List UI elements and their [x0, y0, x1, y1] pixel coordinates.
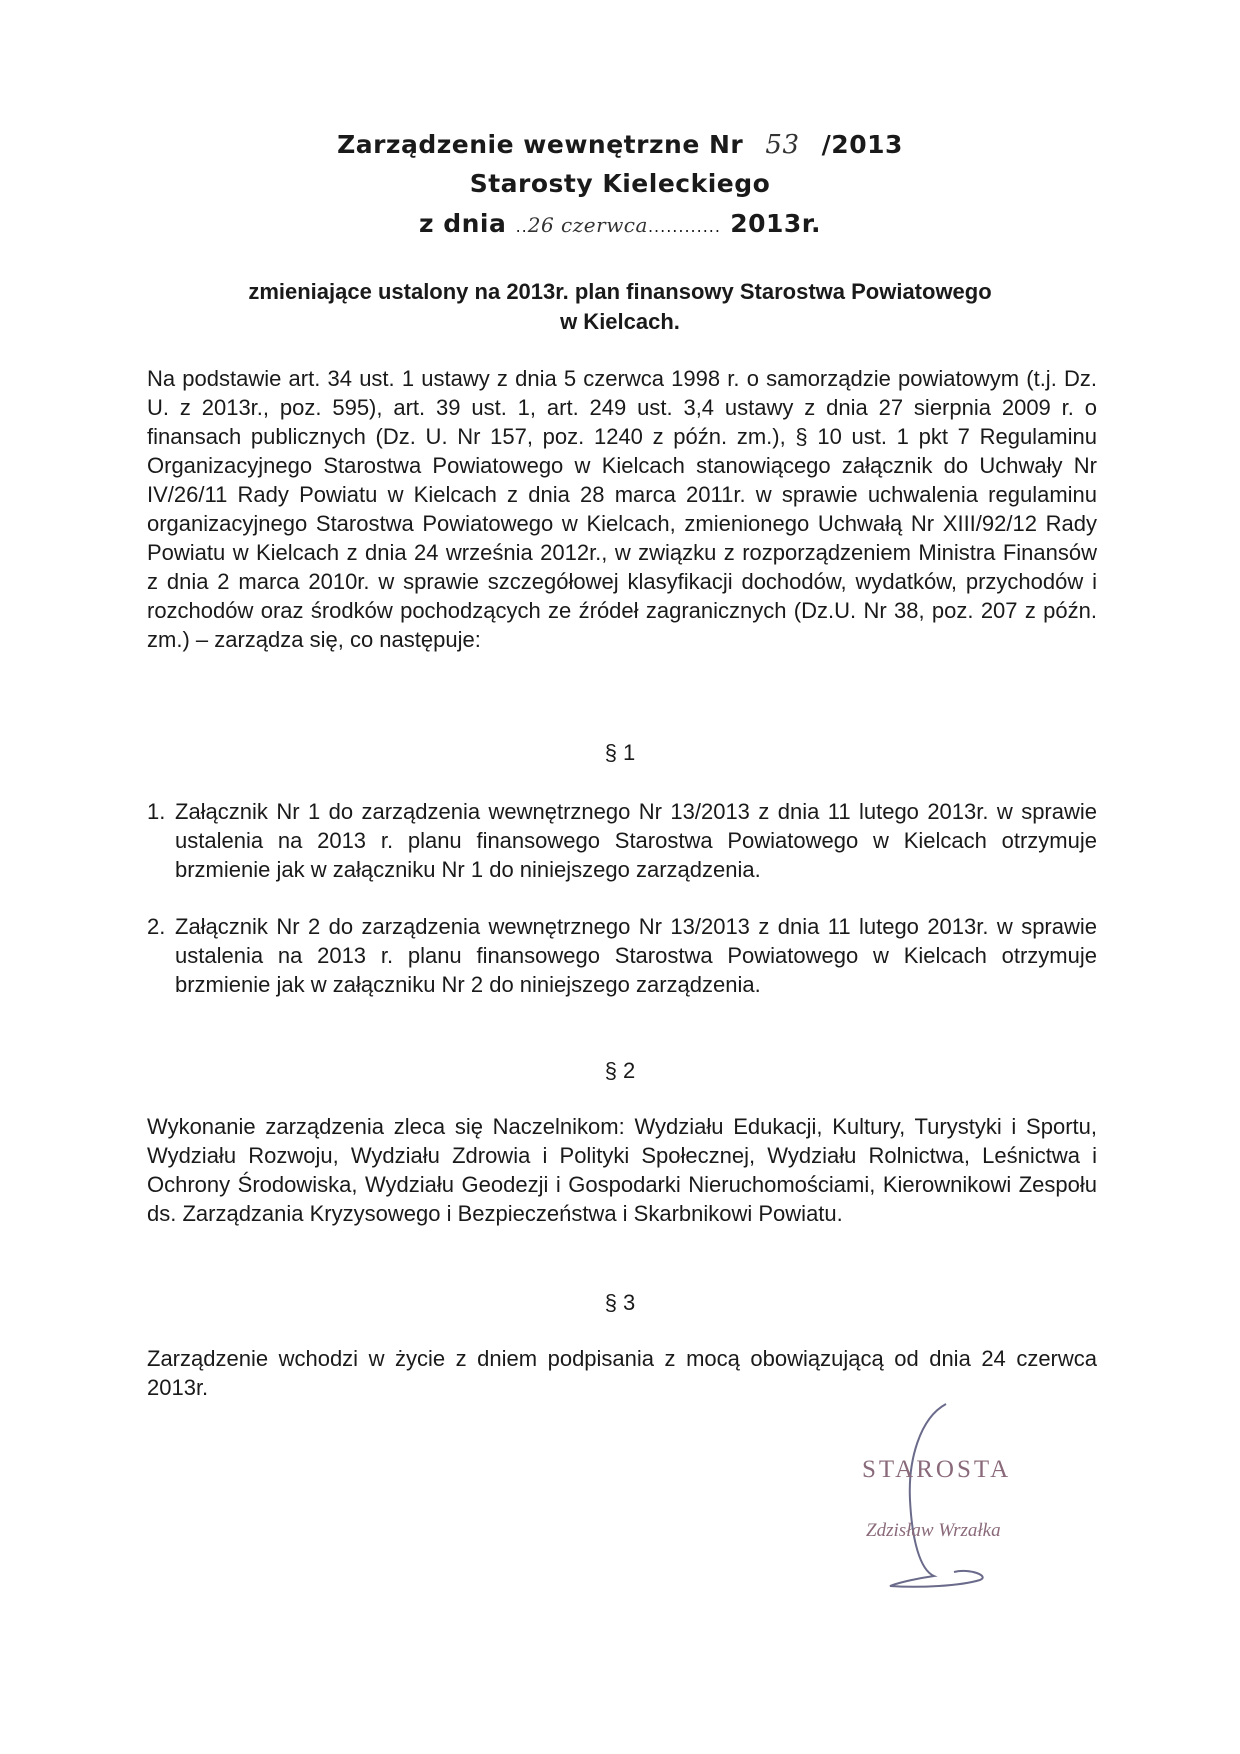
handwritten-date: 26 czerwca [527, 213, 648, 237]
stamp-title: STAROSTA [862, 1456, 1012, 1483]
section-1-heading: § 1 [604, 740, 636, 765]
list-item [147, 912, 1097, 999]
stamp-name: Zdzisław Wrzałka [866, 1520, 1001, 1541]
document-title: Zarządzenie wewnętrzne Nr 53 /2013 [337, 130, 903, 160]
list-item-number: 1. [147, 799, 166, 824]
document-subject: zmieniające ustalony na 2013r. plan finansowy Starostwa Powiatowego w Kielcach. [248, 279, 992, 334]
section-3-paragraph: Zarządzenie wchodzi w życie z dniem podpisania z mocą obowiązującą od dnia 24 czerwca 2013r. [147, 1346, 1097, 1400]
document-date: z dnia ..26 czerwca............ 2013r. [418, 209, 822, 238]
section-2-paragraph: Wykonanie zarządzenia zleca się Naczelnikom: Wydziału Edukacji, Kultury, Turystyki i Sportu, Wydziału Rozwoju, Wydziału Zdrowia i Polityki Społecznej, Wydziału Rolnictwa, Leśnictwa i Ochrony Środowiska, Wydziału Geodezji i Gospodarki Nieruchomościami, Kierownikowi Zespołu ds. Zarządzania Kryzysowego i Bezpieczeństwa i Skarbnikowi Powiatu. [147, 1114, 1097, 1226]
handwritten-signature [850, 1400, 1050, 1600]
signature-stroke [890, 1404, 983, 1587]
document-issuer: Starosty Kieleckiego [469, 169, 771, 198]
handwritten-number: 53 [765, 130, 800, 160]
list-item [147, 797, 1097, 884]
list-item-number: 2. [147, 914, 166, 939]
list-item-text: Załącznik Nr 2 do zarządzenia wewnętrznego Nr 13/2013 z dnia 11 lutego 2013r. w sprawie ustalenia na 2013 r. planu finansowego Starostwa Powiatowego w Kielcach otrzymuje brzmienie jak w załączniku Nr 2 do niniejszego zarządzenia. [175, 914, 1097, 997]
section-2-heading: § 2 [604, 1058, 636, 1083]
list-item-text: Załącznik Nr 1 do zarządzenia wewnętrznego Nr 13/2013 z dnia 11 lutego 2013r. w sprawie ustalenia na 2013 r. planu finansowego Starostwa Powiatowego w Kielcach otrzymuje brzmienie jak w załączniku Nr 1 do niniejszego zarządzenia. [175, 799, 1097, 882]
section-3-heading: § 3 [604, 1290, 636, 1315]
preamble-paragraph: Na podstawie art. 34 ust. 1 ustawy z dnia 5 czerwca 1998 r. o samorządzie powiatowym (t.j. Dz. U. z 2013r., poz. 595), art. 39 ust. 1, art. 249 ust. 3,4 ustawy z dnia 27 sierpnia 2009 r. o finansach publicznych (Dz. U. Nr 157, poz. 1240 z późn. zm.), § 10 ust. 1 pkt 7 Regulaminu Organizacyjnego Starostwa Powiatowego w Kielcach stanowiącego załącznik do Uchwały Nr IV/26/11 Rady Powiatu w Kielcach z dnia 28 marca 2011r. w sprawie uchwalenia regulaminu organizacyjnego Starostwa Powiatowego w Kielcach, zmienionego Uchwałą Nr XIII/92/12 Rady Powiatu w Kielcach z dnia 24 września 2012r., w związku z rozporządzeniem Ministra Finansów z dnia 2 marca 2010r. w sprawie szczegółowej klasyfikacji dochodów, wydatków, przychodów i rozchodów oraz środków pochodzących ze źródeł zagranicznych (Dz.U. Nr 38, poz. 207 z późn. zm.) – zarządza się, co następuje: [147, 366, 1097, 652]
